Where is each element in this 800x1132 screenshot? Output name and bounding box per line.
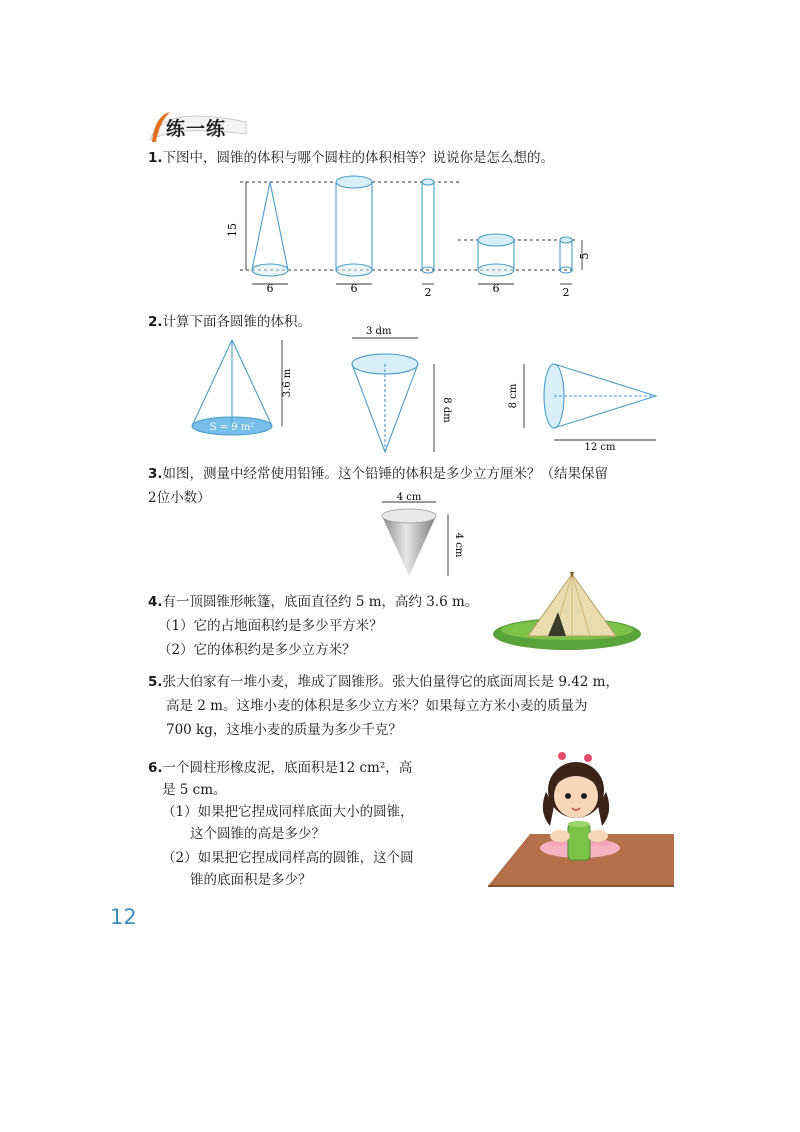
question-text: 计算下面各圆锥的体积。 (162, 314, 312, 330)
question-6-sub-1b: 这个圆锥的高是多少？ (190, 826, 325, 842)
question-4-sub-1: （1）它的占地面积约是多少平方米？ (158, 618, 383, 634)
page-number: 12 (110, 905, 137, 929)
cone-b-diameter: 3 dm (366, 326, 392, 337)
section-title (148, 108, 248, 144)
question-6-line-2: 是 5 cm。 (162, 782, 227, 798)
question-text: 如图，测量中经常使用铅锤。这个铅锤的体积是多少立方厘米？（结果保留 (162, 466, 609, 482)
question-2 (148, 310, 311, 334)
question-number: 3. (148, 466, 163, 482)
question-5-line-2: 高是 2 m。这堆小麦的体积是多少立方米？如果每立方米小麦的质量为 (166, 698, 588, 714)
question-6-sub-1a: （1）如果把它捏成同样底面大小的圆锥， (162, 804, 414, 820)
question-6 (148, 756, 412, 780)
cone-c-height: 12 cm (584, 442, 616, 453)
plumb-diameter: 4 cm (396, 492, 422, 503)
label-d4: 6 (492, 282, 500, 295)
question-5 (148, 670, 619, 694)
label-d2: 6 (350, 282, 358, 295)
question-text: 下图中，圆锥的体积与哪个圆柱的体积相等？说说你是怎么想的。 (162, 150, 555, 166)
question-1 (148, 146, 554, 170)
question-number: 2. (148, 314, 163, 330)
plumb-height: 4 cm (453, 532, 464, 558)
question-text-line-1: 一个圆柱形橡皮泥，底面积是12 cm²，高 (162, 760, 413, 776)
tent-illustration (492, 570, 642, 652)
q2-cone-c (510, 354, 660, 454)
question-4 (148, 590, 478, 614)
cone-a-area: S = 9 m² (209, 422, 255, 433)
question-4-sub-2: （2）它的体积约是多少立方米？ (158, 642, 356, 658)
label-d1: 6 (266, 282, 274, 295)
label-height-15: 15 (226, 223, 239, 237)
q2-cone-b (344, 326, 454, 456)
q2-cone-a (186, 336, 296, 446)
cone-a-height: 3.6 m (282, 368, 293, 398)
q3-plumb-bob (372, 494, 462, 584)
cone-b-height: 8 dm (441, 397, 452, 423)
cone-c-diameter: 8 cm (508, 383, 519, 409)
question-text-line-1: 张大伯家有一堆小麦，堆成了圆锥形。张大伯量得它的底面周长是 9.42 m， (162, 674, 619, 690)
label-h2: 5 (578, 252, 591, 260)
question-6-sub-2b: 锥的底面积是多少？ (190, 872, 312, 888)
question-number: 6. (148, 760, 163, 776)
question-6-sub-2a: （2）如果把它捏成同样高的圆锥，这个圆 (162, 850, 414, 866)
question-text: 有一顶圆锥形帐篷，底面直径约 5 m，高约 3.6 m。 (162, 594, 479, 610)
question-5-line-3: 700 kg，这堆小麦的质量为多少千克？ (166, 722, 402, 738)
q1-figure (226, 172, 591, 302)
question-number: 5. (148, 674, 163, 690)
label-d5: 2 (562, 286, 570, 299)
section-title-text: 练一练 (166, 118, 227, 140)
label-d3: 2 (424, 286, 432, 299)
question-text-cont: 2位小数） (148, 490, 211, 506)
question-number: 1. (148, 150, 163, 166)
girl-with-clay-illustration (488, 752, 674, 888)
question-number: 4. (148, 594, 163, 610)
